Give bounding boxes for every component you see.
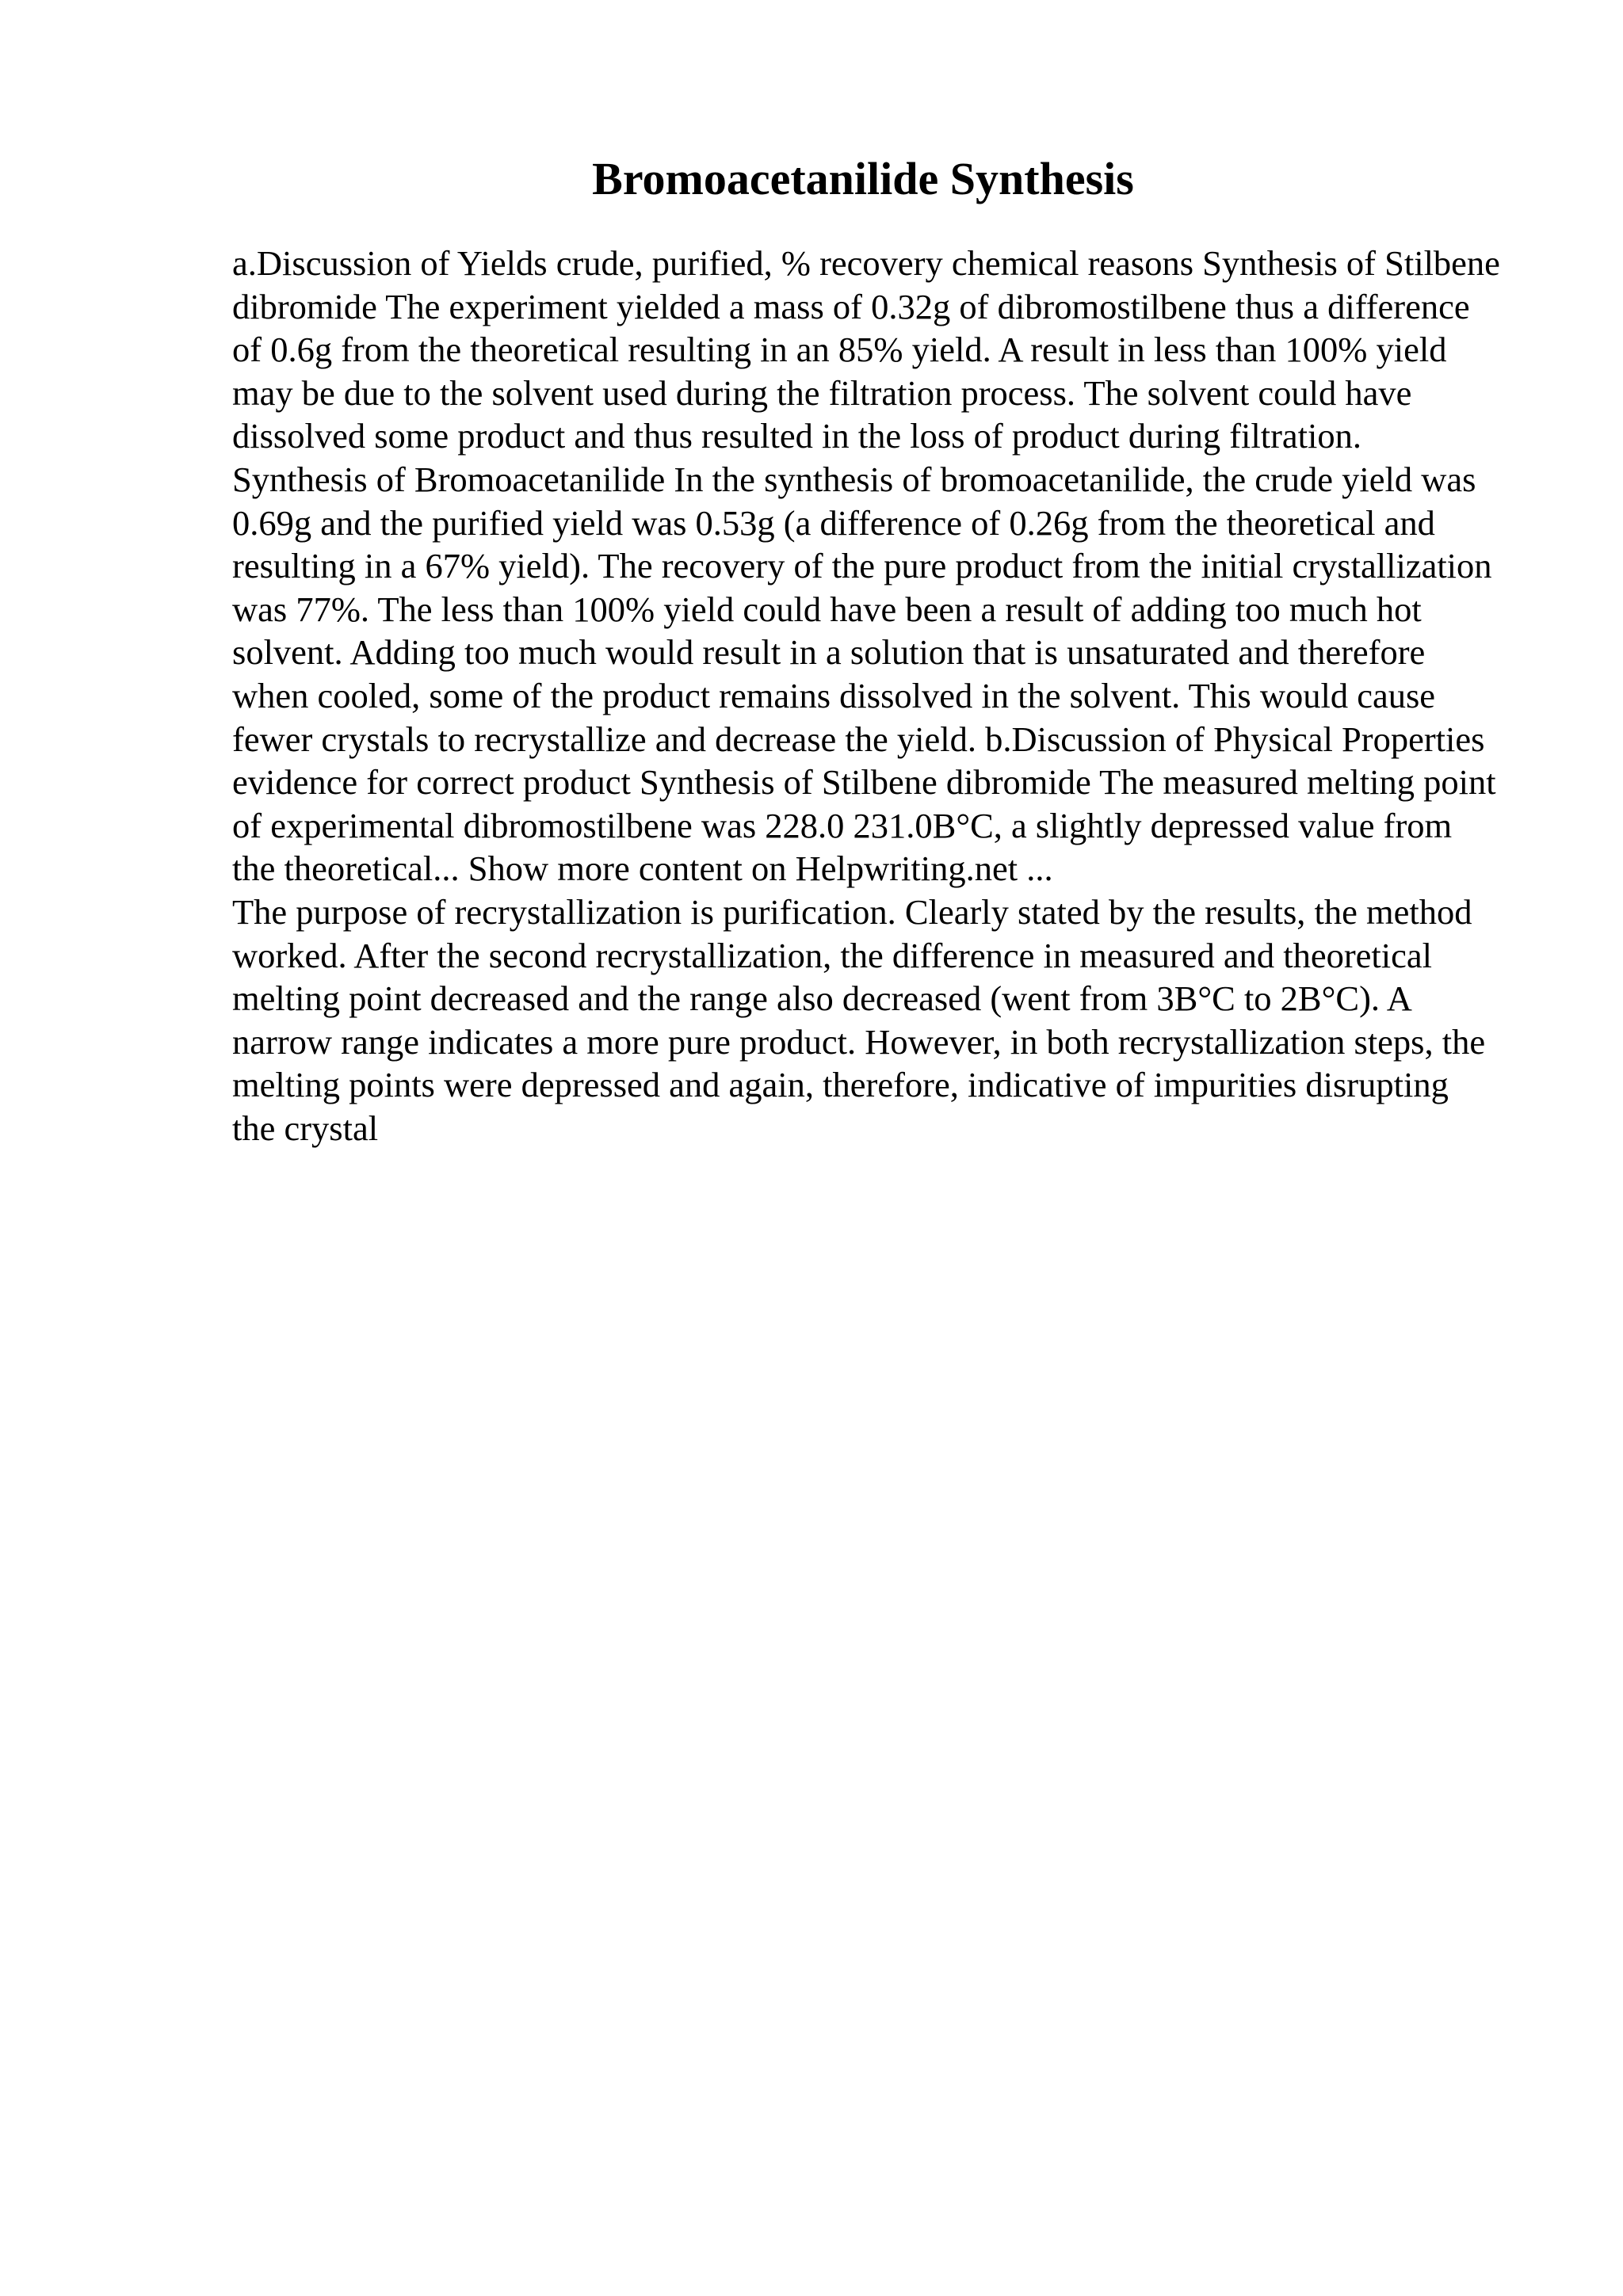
document-title: Bromoacetanilide Synthesis: [592, 153, 1134, 204]
document-body: [232, 242, 1500, 1150]
paragraph-recrystallization-purpose: The purpose of recrystallization is purification. Clearly stated by the results, the method worked. After the second recrystallization, the difference in measured and theoretical melting point decreased and the range also decreased (went from 3B°C to 2B°C). A narrow range indicates a more pure product. However, in both recrystallization steps, the melting points were depressed and again, therefore, indicative of impurities disrupting the crystal: [232, 891, 1486, 1148]
paragraph-yields-discussion: a.Discussion of Yields crude, purified, % recovery chemical reasons Synthesis of Stilbene dibromide The experiment yielded a mass of 0.32g of dibromostilbene thus a difference of 0.6g from the theoretical resulting in an 85% yield. A result in less than 100% yield may be due to the solvent used during the filtration process. The solvent could have dissolved some product and thus resulted in the loss of product during filtration. Synthesis of Bromoacetanilide In the synthesis of bromoacetanilide, the crude yield was 0.69g and the purified yield was 0.53g (a difference of 0.26g from the theoretical and resulting in a 67% yield). The recovery of the pure product from the initial crystallization was 77%. The less than 100% yield could have been a result of adding too much hot solvent. Adding too much would result in a solution that is unsaturated and therefore when cooled, some of the product remains dissolved in the solvent. This would cause fewer crystals to recrystallize and decrease the yield. b.Discussion of Physical Properties evidence for correct product Synthesis of Stilbene dibromide The measured melting point of experimental dibromostilbene was 228.0 231.0B°C, a slightly depressed value from the theoretical... Show more content on Helpwriting.net ...: [232, 243, 1500, 889]
